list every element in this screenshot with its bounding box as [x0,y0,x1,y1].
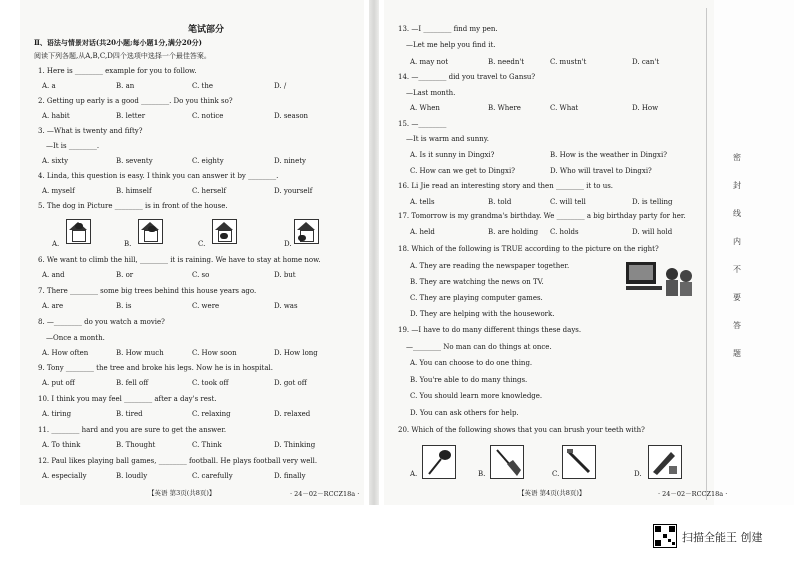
dog-icon [220,233,228,239]
option-b[interactable]: B. fell off [116,379,149,387]
option-d[interactable]: D. is telling [632,198,673,206]
margin-character: 不 [733,265,741,274]
option-a[interactable]: A. tells [410,198,435,206]
margin-character: 线 [733,209,741,218]
option-d[interactable]: D. You can ask others for help. [410,409,519,417]
option-b[interactable]: B. Thought [116,441,156,449]
question-stem: 6. We want to climb the hill, ________ it is raining. We have to stay at home now. [38,256,321,264]
person-body [680,282,692,296]
margin-character: 封 [733,181,741,190]
margin-character: 题 [733,349,741,358]
option-b[interactable]: B. How much [116,349,164,357]
question-stem: 20. Which of the following shows that you can brush your teeth with? [398,426,645,434]
option-a[interactable]: A. put off [42,379,75,387]
question-stem: 15. —________ [398,120,447,128]
margin-character: 内 [733,237,741,246]
dog-icon [148,226,156,232]
option-d[interactable]: D. relaxed [274,410,311,418]
option-c[interactable]: C. [198,240,206,248]
option-b[interactable]: B. are holding [488,228,539,236]
option-d[interactable]: D. finally [274,472,306,480]
option-c[interactable]: C. mustn't [550,58,587,66]
option-c[interactable]: C. will tell [550,198,586,206]
picture-c-toothbrush [562,445,596,479]
qr-code-icon [653,524,677,548]
option-b[interactable]: B. [478,470,486,478]
option-d[interactable]: D. How [632,104,659,112]
option-a[interactable]: A. [410,470,418,478]
page-fold [369,0,379,505]
question-stem: 12. Paul likes playing ball games, ________ football. He plays football very well. [38,457,318,465]
option-c[interactable]: C. They are playing computer games. [410,294,543,302]
option-d[interactable]: D. Thinking [274,441,316,449]
house-icon [72,230,86,242]
option-b[interactable]: B. an [116,82,135,90]
option-b[interactable]: B. is [116,302,132,310]
option-d[interactable]: D. season [274,112,309,120]
option-a[interactable]: A. and [42,271,65,279]
option-a[interactable]: A. [52,240,60,248]
question-stem: 5. The dog in Picture ________ is in front of the house. [38,202,228,210]
question-reply: —It is ________. [46,142,100,150]
option-b[interactable]: B. told [488,198,512,206]
option-b[interactable]: B. Where [488,104,521,112]
option-c[interactable]: C. How can we get to Dingxi? [410,167,515,175]
question-reply: —Last month. [406,89,456,97]
option-b[interactable]: B. You're able to do many things. [410,376,528,384]
margin-character: 答 [733,321,741,330]
option-a[interactable]: A. sixty [42,157,69,165]
option-d[interactable]: D. How long [274,349,318,357]
option-b[interactable]: B. needn't [488,58,525,66]
option-d[interactable]: D. [284,240,292,248]
question-stem: 1. Here is ________ example for you to follow. [38,67,197,75]
picture-a-spoon [422,445,456,479]
tv-stand [626,286,662,290]
picture-b-broom [490,445,524,479]
option-d[interactable]: D. / [274,82,287,90]
option-a[interactable]: A. Is it sunny in Dingxi? [410,151,495,159]
question-stem: 19. —I have to do many different things these days. [398,326,582,334]
question-stem: 18. Which of the following is TRUE according to the picture on the right? [398,245,659,253]
option-c[interactable]: C. carefully [192,472,233,480]
tv-picture [624,260,696,300]
option-d[interactable]: D. [634,470,642,478]
option-b[interactable]: B. loudly [116,472,148,480]
option-a[interactable]: A. habit [42,112,70,120]
qr-pattern [654,525,676,547]
option-c[interactable]: C. herself [192,187,227,195]
scanner-watermark: 扫描全能王 创建 [682,531,763,544]
person-icon [680,270,692,282]
option-b[interactable]: B. [124,240,132,248]
option-c[interactable]: C. so [192,271,210,279]
option-c[interactable]: C. Think [192,441,222,449]
option-c[interactable]: C. What [550,104,579,112]
option-c[interactable]: C. holds [550,228,579,236]
spoon-icon [423,446,455,478]
question-stem: 11. ________ hard and you are sure to get the answer. [38,426,227,434]
option-b[interactable]: B. or [116,271,134,279]
option-c[interactable]: C. took off [192,379,229,387]
option-a[interactable]: A. tiring [42,410,72,418]
left-footer-code: · 24－02－RCCZ18a · [290,490,360,498]
option-b[interactable]: B. himself [116,187,152,195]
option-d[interactable]: D. but [274,271,296,279]
left-footer-page: 【英语 第3页(共8页)】 [148,489,216,497]
option-a[interactable]: A. may not [410,58,449,66]
knife-icon [649,446,681,478]
margin-character: 密 [733,153,741,162]
binding-margin [714,0,794,505]
question-stem: 17. Tomorrow is my grandma's birthday. We ________ a big birthday party for her. [398,212,686,220]
option-d[interactable]: D. ninety [274,157,306,165]
option-a[interactable]: A. myself [42,187,75,195]
option-d[interactable]: D. got off [274,379,307,387]
broom-icon [491,446,523,478]
option-c[interactable]: C. the [192,82,214,90]
option-c[interactable]: C. notice [192,112,224,120]
option-a[interactable]: A. When [410,104,440,112]
picture-c [212,219,237,244]
picture-b [138,219,163,244]
picture-d [294,219,319,244]
margin-character: 要 [733,293,741,302]
question-stem: 7. There ________ some big trees behind this house years ago. [38,287,257,295]
option-d[interactable]: D. They are helping with the housework. [410,310,555,318]
option-a[interactable]: A. To think [42,441,81,449]
picture-a [66,219,91,244]
dog-icon [298,235,306,241]
option-a[interactable]: A. They are reading the newspaper together. [410,262,570,270]
page-title: 笔试部分 [188,25,225,35]
section-instruction: 阅读下列各题,从A,B,C,D四个选项中选择一个最佳答案。 [34,52,211,60]
option-c[interactable]: C. relaxing [192,410,231,418]
option-d[interactable]: D. was [274,302,298,310]
right-footer-page: 【英语 第4页(共8页)】 [518,489,586,497]
question-reply: —It is warm and sunny. [406,135,489,143]
option-a[interactable]: A. especially [42,472,87,480]
question-reply: —Once a month. [46,334,105,342]
question-stem: 10. I think you may feel ________ after a day's rest. [38,395,217,403]
binding-line [706,8,707,500]
person-icon [666,268,678,280]
option-c[interactable]: C. [552,470,560,478]
section-heading: Ⅱ、语法与情景对话(共20小题;每小题1分,满分20分) [34,38,202,47]
option-a[interactable]: A. are [42,302,64,310]
picture-d-knife [648,445,682,479]
question-stem: 4. Linda, this question is easy. I think you can answer it by ________. [38,172,279,180]
option-d[interactable]: D. can't [632,58,660,66]
option-a[interactable]: A. You can choose to do one thing. [410,359,533,367]
question-stem: 16. Li Jie read an interesting story and then ________ it to us. [398,182,614,190]
question-stem: 2. Getting up early is a good ________. Do you think so? [38,97,233,105]
toothbrush-icon [563,446,595,478]
question-stem: 3. —What is twenty and fifty? [38,127,143,135]
right-footer-code: · 24－02－RCCZ18a · [658,490,728,498]
option-c[interactable]: C. You should learn more knowledge. [410,392,543,400]
option-a[interactable]: A. a [42,82,56,90]
option-d[interactable]: D. yourself [274,187,313,195]
house-roof-icon [215,222,233,230]
tv-screen [629,265,653,280]
question-stem: 8. —________ do you watch a movie? [38,318,165,326]
question-reply: —________ No man can do things at once. [406,343,552,351]
question-stem: 9. Tony ________ the tree and broke his legs. Now he is in hospital. [38,364,273,372]
option-b[interactable]: B. tired [116,410,143,418]
option-d[interactable]: D. Who will travel to Dingxi? [550,167,652,175]
person-body [666,280,678,296]
option-d[interactable]: D. will hold [632,228,673,236]
question-reply: —Let me help you find it. [406,41,496,49]
option-b[interactable]: B. They are watching the news on TV. [410,278,544,286]
option-b[interactable]: B. letter [116,112,146,120]
question-stem: 13. —I ________ find my pen. [398,25,498,33]
option-c[interactable]: C. were [192,302,220,310]
option-a[interactable]: A. held [410,228,435,236]
house-roof-icon [297,222,315,230]
option-b[interactable]: B. seventy [116,157,153,165]
option-c[interactable]: C. eighty [192,157,224,165]
option-a[interactable]: A. How often [42,349,89,357]
option-b[interactable]: B. How is the weather in Dingxi? [550,151,667,159]
question-stem: 14. —________ did you travel to Gansu? [398,73,536,81]
option-c[interactable]: C. How soon [192,349,237,357]
dog-icon [75,223,83,229]
